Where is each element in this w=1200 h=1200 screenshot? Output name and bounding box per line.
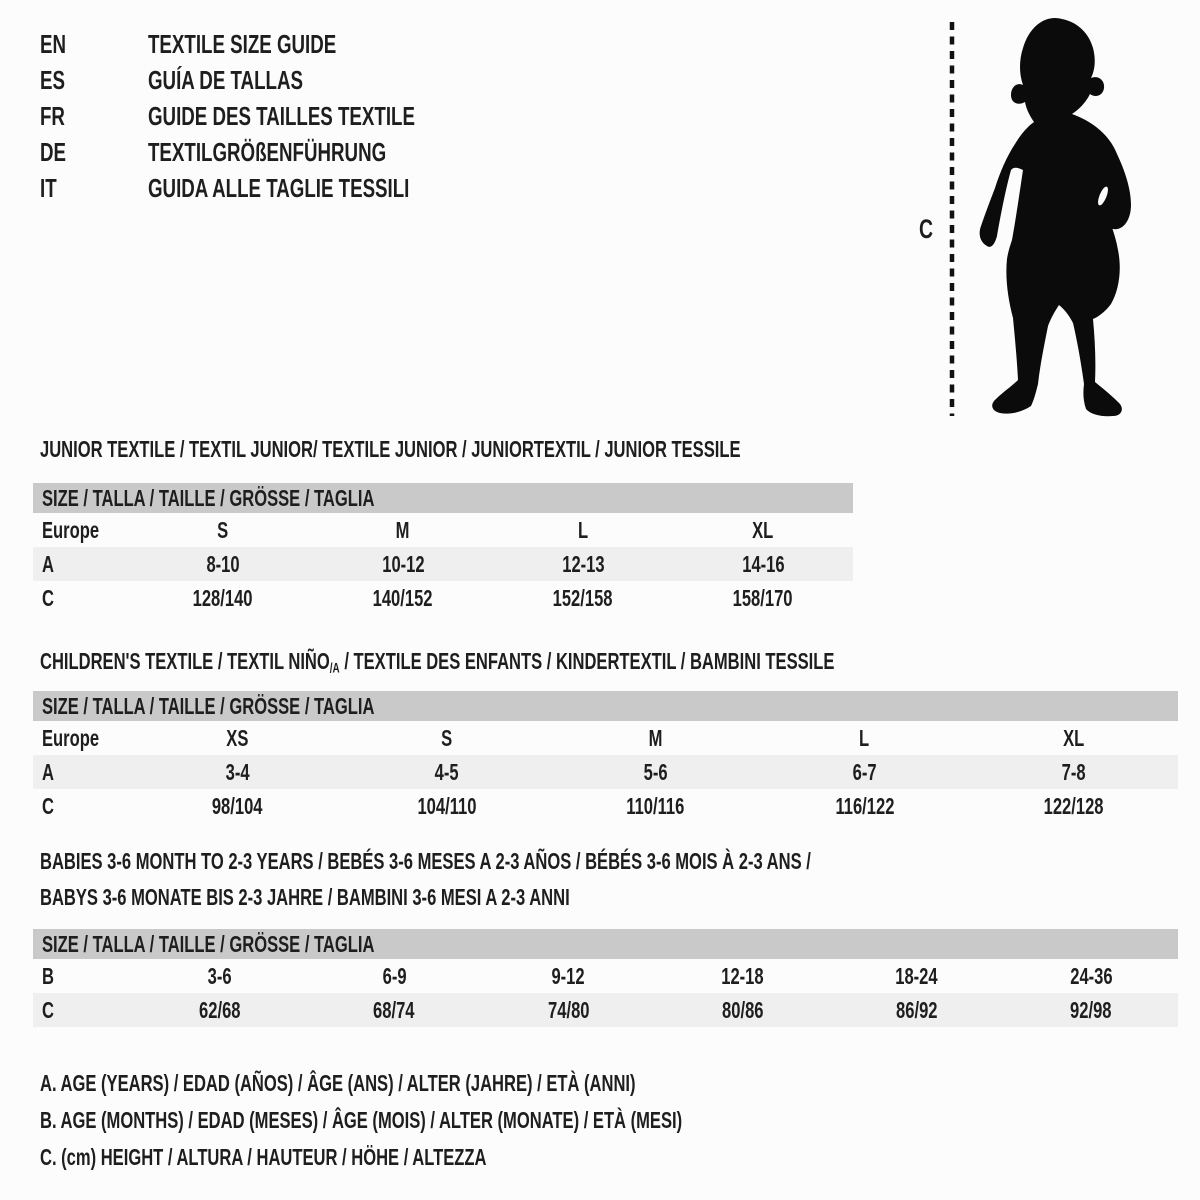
age-cell: 3-4 [225, 758, 250, 785]
height-cell: 92/98 [1070, 996, 1112, 1023]
legend-height-cm [40, 1144, 660, 1171]
table-row [33, 581, 853, 615]
size-header-bar [33, 691, 1178, 721]
measure-label-c: C [919, 214, 934, 244]
guide-title: GUÍA DE TALLAS [148, 64, 303, 95]
height-cell: 116/122 [835, 792, 894, 819]
height-cell: 62/68 [199, 996, 241, 1023]
legend-height-cm-text: C. (cm) HEIGHT / ALTURA / HAUTEUR / HÖHE / ALTEZZA [40, 1144, 487, 1170]
age-cell: 4-5 [434, 758, 459, 785]
language-code: ES [40, 64, 65, 95]
language-title-block [40, 26, 519, 206]
title-part: CHILDREN'S TEXTILE / TEXTIL NIÑO [40, 648, 330, 674]
babies-section-title-line2 [40, 884, 776, 910]
age-cell: 7-8 [1061, 758, 1086, 785]
row-label: A [42, 550, 54, 577]
size-header-label: SIZE / TALLA / TAILLE / GRÖSSE / TAGLIA [42, 484, 375, 511]
language-code: DE [40, 136, 67, 167]
guide-title: GUIDE DES TAILLES TEXTILE [148, 100, 415, 131]
height-cell: 110/116 [626, 792, 685, 819]
age-cell: 3-6 [208, 962, 233, 989]
size-cell: L [859, 724, 870, 751]
language-code: EN [40, 28, 67, 59]
size-cell: S [440, 724, 453, 751]
row-label: Europe [42, 516, 100, 543]
title-subscript: /A [329, 660, 340, 676]
height-cell: 104/110 [417, 792, 476, 819]
row-label: B [42, 962, 54, 989]
table-row [33, 959, 1178, 993]
language-row [40, 170, 519, 206]
age-cell: 14-16 [741, 550, 785, 577]
baby-silhouette-icon [905, 14, 1155, 426]
language-row [40, 98, 519, 134]
size-header-label: SIZE / TALLA / TAILLE / GRÖSSE / TAGLIA [42, 692, 375, 719]
babies-section-title [40, 848, 1111, 874]
height-cell: 86/92 [896, 996, 938, 1023]
table-row [33, 513, 853, 547]
guide-title: TEXTILGRÖßENFÜHRUNG [148, 136, 387, 167]
children-section-title-text [40, 648, 834, 681]
table-row [33, 993, 1178, 1027]
legend-age-months [40, 1107, 932, 1134]
language-row [40, 62, 519, 98]
language-row [40, 26, 519, 62]
age-cell: 12-13 [561, 550, 605, 577]
height-cell: 98/104 [212, 792, 263, 819]
size-cell: M [396, 516, 410, 543]
age-cell: 18-24 [895, 962, 938, 989]
table-row [33, 721, 1178, 755]
height-cell: 122/128 [1043, 792, 1104, 819]
size-cell: S [217, 516, 229, 543]
junior-section-title-text: JUNIOR TEXTILE / TEXTIL JUNIOR/ TEXTILE JUNIOR / JUNIORTEXTIL / JUNIOR TESSILE [40, 436, 741, 462]
row-label: C [42, 792, 54, 819]
language-code: FR [40, 100, 65, 131]
legend-age-months-text: B. AGE (MONTHS) / EDAD (MESES) / ÂGE (MOIS) / ALTER (MONATE) / ETÀ (MESI) [40, 1107, 683, 1133]
height-cell: 152/158 [553, 584, 613, 611]
children-section-title [40, 648, 1143, 681]
row-label: Europe [42, 724, 100, 751]
table-row [33, 789, 1178, 823]
age-cell: 24-36 [1069, 962, 1113, 989]
babies-size-table [33, 929, 1178, 1027]
babies-title-line2: BABYS 3-6 MONATE BIS 2-3 JAHRE / BAMBINI 3-6 MESI A 2-3 ANNI [40, 884, 570, 910]
size-cell: XS [226, 724, 249, 751]
size-cell: XL [752, 516, 774, 543]
height-cell: 80/86 [721, 996, 764, 1023]
babies-title-line1: BABIES 3-6 MONTH TO 2-3 YEARS / BEBÉS 3-6 MESES A 2-3 AÑOS / BÉBÉS 3-6 MOIS À 2-3 ANS / [40, 848, 811, 874]
row-label: A [42, 758, 54, 785]
size-header-label: SIZE / TALLA / TAILLE / GRÖSSE / TAGLIA [42, 930, 375, 957]
height-cell: 158/170 [733, 584, 793, 611]
age-cell: 5-6 [643, 758, 668, 785]
guide-title: TEXTILE SIZE GUIDE [148, 28, 337, 59]
legend-age-years-text: A. AGE (YEARS) / EDAD (AÑOS) / ÂGE (ANS) / ALTER (JAHRE) / ETÀ (ANNI) [40, 1070, 636, 1096]
row-label: C [42, 584, 54, 611]
title-part: / TEXTILE DES ENFANTS / KINDERTEXTIL / BAMBINI TESSILE [339, 648, 835, 674]
age-cell: 6-7 [852, 758, 877, 785]
age-cell: 6-9 [382, 962, 407, 989]
size-cell: L [577, 516, 589, 543]
junior-size-table [33, 483, 853, 615]
table-row [33, 755, 1178, 789]
size-header-bar [33, 929, 1178, 959]
language-row [40, 134, 519, 170]
height-cell: 140/152 [373, 584, 433, 611]
size-cell: M [648, 724, 663, 751]
baby-height-figure [905, 14, 1155, 426]
size-header-bar [33, 483, 853, 513]
language-code: IT [40, 172, 57, 203]
baby-silhouette-path [980, 18, 1131, 416]
row-label: C [42, 996, 54, 1023]
age-cell: 8-10 [206, 550, 240, 577]
table-row [33, 547, 853, 581]
guide-title: GUIDA ALLE TAGLIE TESSILI [148, 172, 410, 203]
children-size-table [33, 691, 1178, 823]
age-cell: 12-18 [721, 962, 764, 989]
junior-section-title [40, 436, 1013, 462]
height-cell: 74/80 [547, 996, 590, 1023]
height-cell: 68/74 [373, 996, 415, 1023]
age-cell: 10-12 [381, 550, 425, 577]
height-cell: 128/140 [193, 584, 253, 611]
legend-age-years [40, 1070, 867, 1097]
size-cell: XL [1062, 724, 1085, 751]
age-cell: 9-12 [551, 962, 585, 989]
